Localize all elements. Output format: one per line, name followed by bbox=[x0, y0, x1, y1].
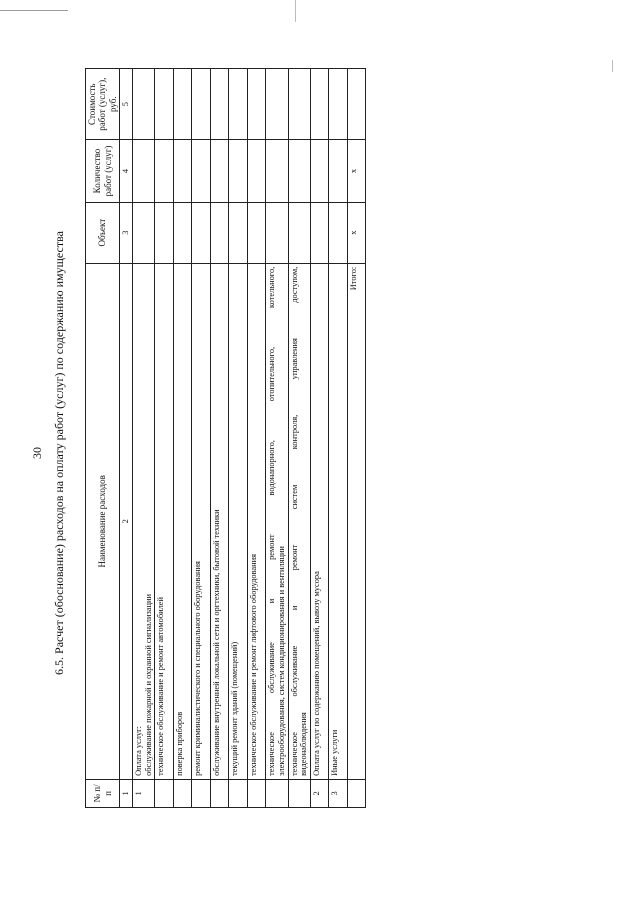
object-cell bbox=[133, 202, 155, 263]
row-num: 3 bbox=[329, 779, 348, 807]
header-quantity: Количество работ (услуг) bbox=[86, 140, 120, 202]
group-title: Оплата услуг: bbox=[134, 726, 144, 776]
cost-cell bbox=[133, 69, 155, 140]
quantity-cell bbox=[192, 140, 211, 202]
quantity-cell bbox=[266, 140, 288, 202]
cost-cell bbox=[247, 69, 266, 140]
item-label-line: электрооборудования, систем кондиционирования и вентиляции bbox=[277, 546, 286, 776]
object-cell bbox=[310, 202, 329, 263]
table-row bbox=[229, 69, 248, 808]
item-label bbox=[288, 263, 310, 779]
header-row bbox=[86, 69, 120, 808]
object-cell bbox=[173, 202, 192, 263]
total-quantity: х bbox=[347, 140, 366, 202]
quantity-cell bbox=[173, 140, 192, 202]
item-label: техническое обслуживание и ремонт лифтового оборудования bbox=[247, 263, 266, 779]
item-label: техническое обслуживание и ремонт автомобилей bbox=[155, 263, 174, 779]
scan-edge-mark bbox=[0, 10, 68, 11]
item-label-line: техническое обслуживание и ремонт систем контроля, управления доступом, bbox=[289, 266, 299, 776]
item-label: текущий ремонт зданий (помещений) bbox=[229, 263, 248, 779]
row-name: Иные услуги bbox=[329, 263, 348, 779]
cost-cell bbox=[229, 69, 248, 140]
row-name bbox=[133, 263, 155, 779]
object-cell bbox=[229, 202, 248, 263]
object-cell bbox=[266, 202, 288, 263]
table-row bbox=[288, 69, 310, 808]
table-row bbox=[133, 69, 155, 808]
row-num: 2 bbox=[310, 779, 329, 807]
cost-cell bbox=[192, 69, 211, 140]
rotated-page-content bbox=[30, 58, 360, 848]
index-cell: 3 bbox=[120, 202, 133, 263]
quantity-cell bbox=[310, 140, 329, 202]
item-label: обслуживание пожарной и охранной сигнализации bbox=[143, 594, 153, 776]
quantity-cell bbox=[247, 140, 266, 202]
expenses-table bbox=[85, 68, 366, 808]
object-cell bbox=[192, 202, 211, 263]
total-row bbox=[347, 69, 366, 808]
scan-artifact bbox=[612, 60, 613, 72]
header-object: Объект bbox=[86, 202, 120, 263]
object-cell bbox=[288, 202, 310, 263]
index-cell: 4 bbox=[120, 140, 133, 202]
header-name: Наименование расходов bbox=[86, 263, 120, 779]
row-num: 1 bbox=[133, 779, 155, 807]
cost-cell bbox=[329, 69, 348, 140]
index-cell: 1 bbox=[120, 779, 133, 807]
item-label: ремонт криминалистического и специального оборудования bbox=[192, 263, 211, 779]
item-label: поверка приборов bbox=[173, 263, 192, 779]
table-row bbox=[310, 69, 329, 808]
section-title: 6.5. Расчет (обоснование) расходов на оплату работ (услуг) по содержанию имущества bbox=[52, 231, 66, 675]
row-num bbox=[192, 779, 211, 807]
table-row bbox=[329, 69, 348, 808]
scan-artifact bbox=[295, 0, 296, 22]
cost-cell bbox=[210, 69, 229, 140]
object-cell bbox=[329, 202, 348, 263]
total-object: х bbox=[347, 202, 366, 263]
object-cell bbox=[247, 202, 266, 263]
row-num bbox=[347, 779, 366, 807]
row-num bbox=[229, 779, 248, 807]
table-row bbox=[192, 69, 211, 808]
quantity-cell bbox=[288, 140, 310, 202]
index-cell: 2 bbox=[120, 263, 133, 779]
quantity-cell bbox=[155, 140, 174, 202]
quantity-cell bbox=[329, 140, 348, 202]
row-num bbox=[173, 779, 192, 807]
page-number: 30 bbox=[30, 447, 44, 459]
table-row bbox=[247, 69, 266, 808]
row-num bbox=[155, 779, 174, 807]
header-num: № п/п bbox=[86, 779, 120, 807]
item-label bbox=[266, 263, 288, 779]
header-cost: Стоимость работ (услуг), руб. bbox=[86, 69, 120, 140]
quantity-cell bbox=[210, 140, 229, 202]
table-row bbox=[210, 69, 229, 808]
quantity-cell bbox=[133, 140, 155, 202]
total-cost bbox=[347, 69, 366, 140]
object-cell bbox=[155, 202, 174, 263]
table-row bbox=[173, 69, 192, 808]
item-label-line: техническое обслуживание и ремонт водонапорного, отопительного, котельного, bbox=[267, 266, 277, 776]
cost-cell bbox=[310, 69, 329, 140]
row-num bbox=[266, 779, 288, 807]
table-row bbox=[266, 69, 288, 808]
row-num bbox=[288, 779, 310, 807]
quantity-cell bbox=[229, 140, 248, 202]
index-row bbox=[120, 69, 133, 808]
object-cell bbox=[210, 202, 229, 263]
cost-cell bbox=[288, 69, 310, 140]
cost-cell bbox=[173, 69, 192, 140]
row-num bbox=[247, 779, 266, 807]
index-cell: 5 bbox=[120, 69, 133, 140]
cost-cell bbox=[266, 69, 288, 140]
row-num bbox=[210, 779, 229, 807]
table-row bbox=[155, 69, 174, 808]
total-label: Итого: bbox=[347, 263, 366, 779]
row-name: Оплата услуг по содержанию помещений, вывозу мусора bbox=[310, 263, 329, 779]
item-label-line: видеонаблюдения bbox=[299, 712, 309, 776]
cost-cell bbox=[155, 69, 174, 140]
item-label: обслуживание внутренней локальной сети и оргтехники, бытовой техники bbox=[210, 263, 229, 779]
